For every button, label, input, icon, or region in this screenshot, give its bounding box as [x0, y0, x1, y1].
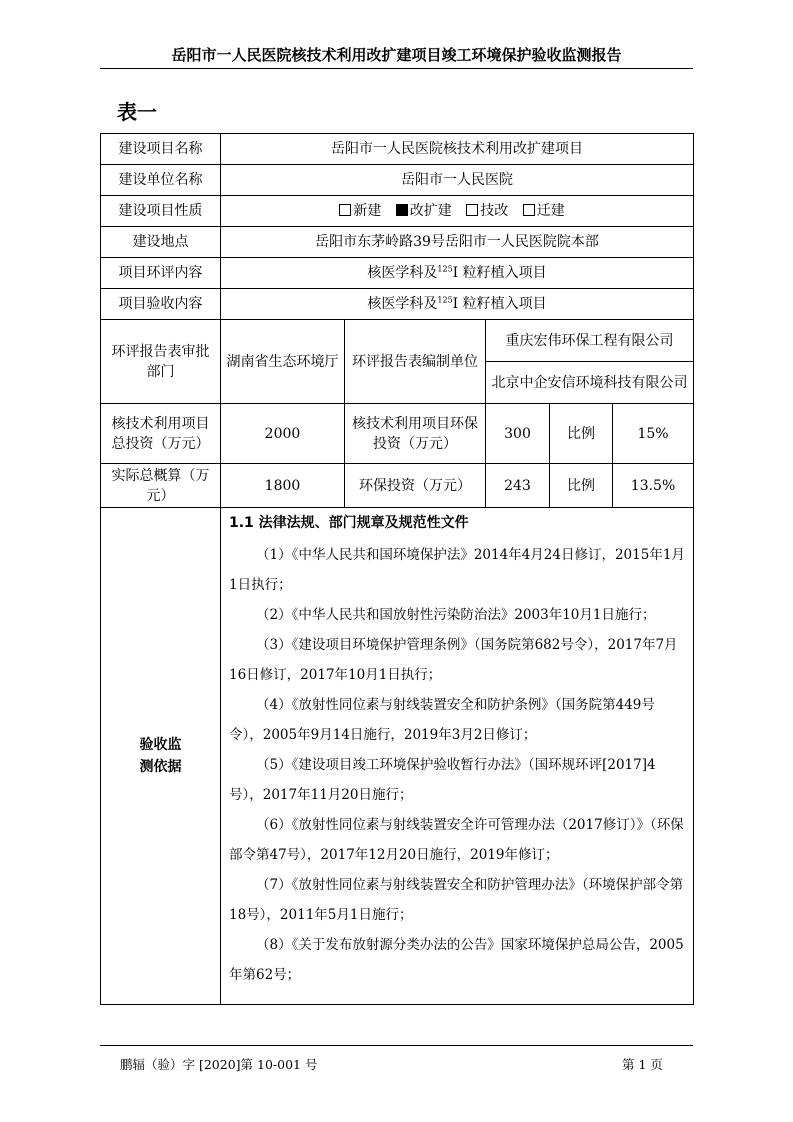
- env-invest-value: 300: [486, 404, 550, 464]
- acceptance-content-value: 核医学科及$^{125}$I 粒籽植入项目: [221, 289, 694, 320]
- total-invest-label: 核技术利用项目总投资（万元）: [101, 404, 221, 464]
- basis-item: （4）《放射性同位素与射线装置安全和防护条例》（国务院第449号令），2005年9月14日施行，2019年3月2日修订；: [229, 697, 655, 743]
- basis-item: （6）《放射性同位素与射线装置安全许可管理办法（2017修订）》（环保部令第47号），2017年12月20日施行，2019年修订；: [229, 817, 684, 863]
- checkbox-new: [339, 204, 351, 216]
- checkbox-tech: [466, 204, 478, 216]
- footer-divider: [100, 1045, 693, 1046]
- unit-value: 岳阳市一人民医院: [221, 165, 694, 196]
- acceptance-content-label: 项目验收内容: [101, 289, 221, 320]
- nature-option-expand: 改扩建: [396, 203, 452, 219]
- unit-label: 建设单位名称: [101, 165, 221, 196]
- project-name-label: 建设项目名称: [101, 134, 221, 165]
- total-invest-value: 2000: [221, 404, 345, 464]
- actual-env-invest-value: 243: [486, 464, 550, 508]
- compile-unit-value-1: 重庆宏伟环保工程有限公司: [486, 320, 694, 362]
- checkbox-expand: [396, 204, 408, 216]
- eia-content-label: 项目环评内容: [101, 258, 221, 289]
- basis-item: （1）《中华人民共和国环境保护法》2014年4月24日修订，2015年1月1日执行；: [229, 547, 685, 593]
- eia-content-value: 核医学科及$^{125}$I 粒籽植入项目: [221, 258, 694, 289]
- checkbox-relocate: [523, 204, 535, 216]
- section-title: 表一: [117, 100, 157, 124]
- basis-heading: 1.1 法律法规、部门规章及规范性文件: [229, 515, 469, 531]
- actual-ratio-value: 13.5%: [613, 464, 694, 508]
- nature-option-new: 新建: [339, 203, 381, 219]
- actual-budget-label: 实际总概算（万元）: [101, 464, 221, 508]
- ratio-value: 15%: [613, 404, 694, 464]
- actual-budget-value: 1800: [221, 464, 345, 508]
- basis-label: 验收监测依据: [139, 737, 182, 775]
- basis-item: （2）《中华人民共和国放射性污染防治法》2003年10月1日施行；: [256, 607, 656, 623]
- ratio-label: 比例: [550, 404, 613, 464]
- nature-option-tech: 技改: [466, 203, 508, 219]
- location-label: 建设地点: [101, 227, 221, 258]
- project-info-table: [100, 133, 694, 1005]
- basis-item: （8）《关于发布放射源分类办法的公告》国家环境保护总局公告，2005年第62号；: [229, 937, 684, 983]
- report-header-title: 岳阳市一人民医院核技术利用改扩建项目竣工环境保护验收监测报告: [171, 46, 622, 64]
- compile-unit-value-2: 北京中企安信环境科技有限公司: [486, 362, 694, 404]
- basis-content: [221, 508, 694, 1005]
- basis-item: （5）《建设项目竣工环境保护验收暂行办法》（国环规环评[2017]4号），2017年11月20日施行；: [229, 757, 656, 803]
- page-number: 第 1 页: [622, 1057, 663, 1072]
- approval-dept-value: 湖南省生态环境厅: [221, 320, 345, 404]
- env-invest-label: 核技术利用项目环保投资（万元）: [345, 404, 486, 464]
- nature-label: 建设项目性质: [101, 196, 221, 227]
- nature-option-relocate: 迁建: [523, 203, 565, 219]
- basis-item: （3）《建设项目环境保护管理条例》（国务院第682号令），2017年7月16日修订，2017年10月1日执行；: [229, 637, 678, 683]
- actual-ratio-label: 比例: [550, 464, 613, 508]
- header-divider: [100, 68, 693, 69]
- nature-options: [221, 196, 694, 227]
- doc-number: 鹏辐（验）字 [2020]第 10-001 号: [120, 1057, 318, 1072]
- location-value: 岳阳市东茅岭路39号岳阳市一人民医院院本部: [221, 227, 694, 258]
- compile-unit-label: 环评报告表编制单位: [345, 320, 486, 404]
- actual-env-invest-label: 环保投资（万元）: [345, 464, 486, 508]
- project-name-value: 岳阳市一人民医院核技术利用改扩建项目: [221, 134, 694, 165]
- basis-item: （7）《放射性同位素与射线装置安全和防护管理办法》（环境保护部令第18号），2011年5月1日施行；: [229, 877, 684, 923]
- basis-label-cell: [101, 508, 221, 1005]
- approval-dept-label: 环评报告表审批部门: [101, 320, 221, 404]
